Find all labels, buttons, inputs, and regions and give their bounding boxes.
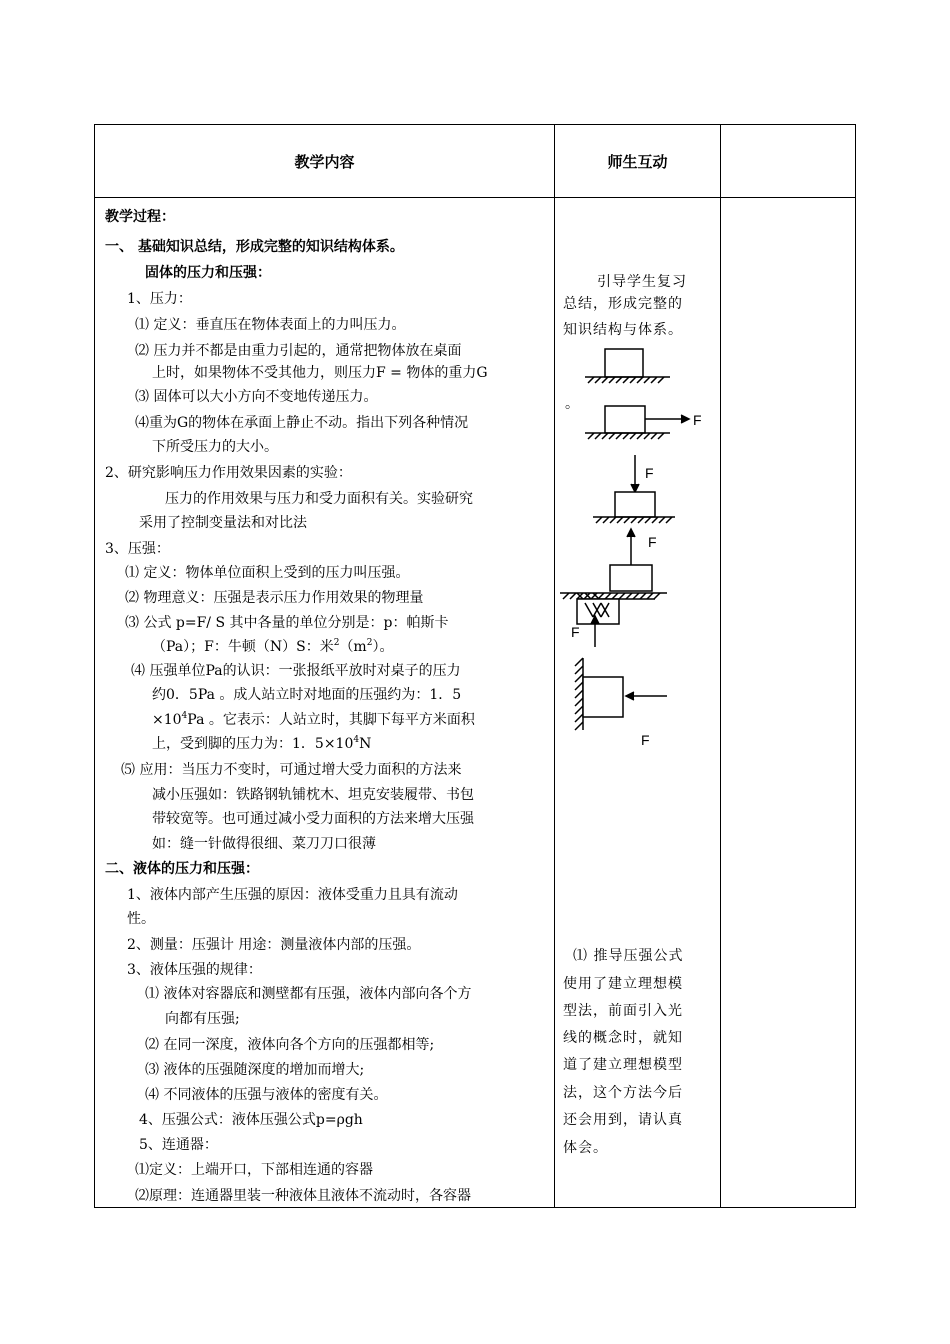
text-line: 向都有压强;	[165, 1011, 240, 1027]
force-label: F	[648, 534, 657, 550]
column-divider	[720, 125, 721, 1207]
ceiling-push-diagram	[577, 593, 655, 647]
section2-title: 二、液体的压力和压强：	[105, 861, 259, 877]
text-line: ⑵原理：连通器里装一种液体且液体不流动时，各容器	[135, 1188, 471, 1204]
text-line: ⑶ 液体的压强随深度的增加而增大;	[145, 1062, 365, 1078]
downward-force-diagram	[593, 455, 675, 523]
header-teaching-content: 教学内容	[294, 152, 355, 171]
force-label: F	[571, 624, 580, 640]
block-on-ground-diagram	[585, 349, 670, 383]
text-line: 压力的作用效果与压力和受力面积有关。实验研究	[165, 491, 473, 507]
text-line: 上，受到脚的压力为：1．$5\times 10^4N$	[152, 735, 372, 752]
force-label: F	[693, 412, 702, 428]
text-line: 3、液体压强的规律：	[127, 962, 262, 978]
solid-title: 固体的压力和压强：	[145, 265, 271, 281]
section1-title: 一、 基础知识总结，形成完整的知识结构体系。	[105, 239, 404, 255]
text-line: ⑶ 公式 p=F/ S 其中各量的单位分别是：p：帕斯卡	[125, 615, 449, 631]
text-line: ⑴ 定义：物体单位面积上受到的压力叫压强。	[125, 565, 410, 581]
interaction-text: 法，这个方法今后	[563, 1085, 683, 1101]
text-line: ⑴ 定义：垂直压在物体表面上的力叫压力。	[135, 317, 406, 333]
horizontal-push-diagram	[585, 406, 689, 439]
text-line: ⑸ 应用：当压力不变时，可通过增大受力面积的方法来	[121, 762, 462, 778]
text-line: ⑴定义：上端开口，下部相连通的容器	[135, 1162, 373, 1178]
interaction-text: 引导学生复习	[597, 274, 687, 290]
interaction-text: 线的概念时，就知	[563, 1030, 683, 1046]
text-line: 采用了控制变量法和对比法	[139, 515, 307, 531]
text-line: ⑷ 压强单位Pa的认识：一张报纸平放时对桌子的压力	[131, 663, 461, 679]
text-line: 2、研究影响压力作用效果因素的实验：	[105, 465, 352, 481]
text-line: 4、压强公式：液体压强公式p=ρgh	[139, 1112, 363, 1128]
header-notes	[721, 125, 855, 197]
interaction-text: 还会用到，请认真	[563, 1112, 683, 1128]
text-line: ⑶ 固体可以大小方向不变地传递压力。	[135, 389, 378, 405]
text-line: 如：缝一针做得很细、菜刀刀口很薄	[152, 836, 376, 852]
interaction-text: ⑴ 推导压强公式	[573, 948, 684, 964]
text-line: 带较宽等。也可通过减小受力面积的方法来增大压强	[152, 811, 474, 827]
interaction-text: 知识结构与体系。	[563, 322, 683, 338]
text-line: ⑵ 物理意义：压强是表示压力作用效果的物理量	[125, 590, 424, 606]
text-line: ⑷ 不同液体的压强与液体的密度有关。	[145, 1087, 388, 1103]
interaction-dot: 。	[565, 396, 580, 412]
text-line: ⑴ 液体对容器底和测壁都有压强，液体内部向各个方	[145, 986, 472, 1002]
teaching-content-cell	[95, 198, 555, 1207]
force-diagrams	[555, 335, 715, 748]
text-line: ⑵ 压力并不都是由重力引起的，通常把物体放在桌面	[135, 343, 462, 359]
text-line: 3、压强：	[105, 541, 170, 557]
force-label: F	[641, 732, 650, 748]
text-line: $\times 10^4Pa$ 。它表示：人站立时，其脚下每平方米面积	[152, 711, 475, 728]
text-line: 5、连通器：	[139, 1137, 218, 1153]
interaction-text: 道了建立理想模型	[563, 1057, 683, 1073]
text-line: 下所受压力的大小。	[152, 439, 278, 455]
text-line: 1、压力：	[127, 291, 192, 307]
lesson-table	[94, 124, 856, 1208]
interaction-text: 型法，前面引入光	[563, 1003, 683, 1019]
interaction-text: 使用了建立理想模	[563, 976, 683, 992]
text-line: 2、测量：压强计 用途：测量液体内部的压强。	[127, 937, 421, 953]
process-title: 教学过程：	[105, 209, 175, 225]
header-teacher-student-interaction: 师生互动	[607, 152, 668, 171]
force-label: F	[645, 465, 654, 481]
text-line: 约0．5Pa 。成人站立时对地面的压强约为：1．5	[152, 687, 462, 703]
text-line: ⑵ 在同一深度，液体向各个方向的压强都相等;	[145, 1037, 435, 1053]
text-line: 减小压强如：铁路钢轨铺枕木、坦克安装履带、书包	[152, 787, 474, 803]
text-line: 性。	[127, 911, 155, 927]
interaction-text: 总结，形成完整的	[563, 296, 683, 312]
text-line: （Pa）；F：牛顿（N）S：米$^2(m^2)$。	[152, 638, 394, 655]
text-line: 上时，如果物体不受其他力，则压力F = 物体的重力G	[152, 365, 488, 381]
wall-push-diagram	[575, 658, 667, 730]
interaction-text: 体会。	[563, 1140, 608, 1156]
text-line: ⑷重为G的物体在承面上静止不动。指出下列各种情况	[135, 415, 469, 431]
text-line: 1、液体内部产生压强的原因：液体受重力且具有流动	[127, 887, 458, 903]
